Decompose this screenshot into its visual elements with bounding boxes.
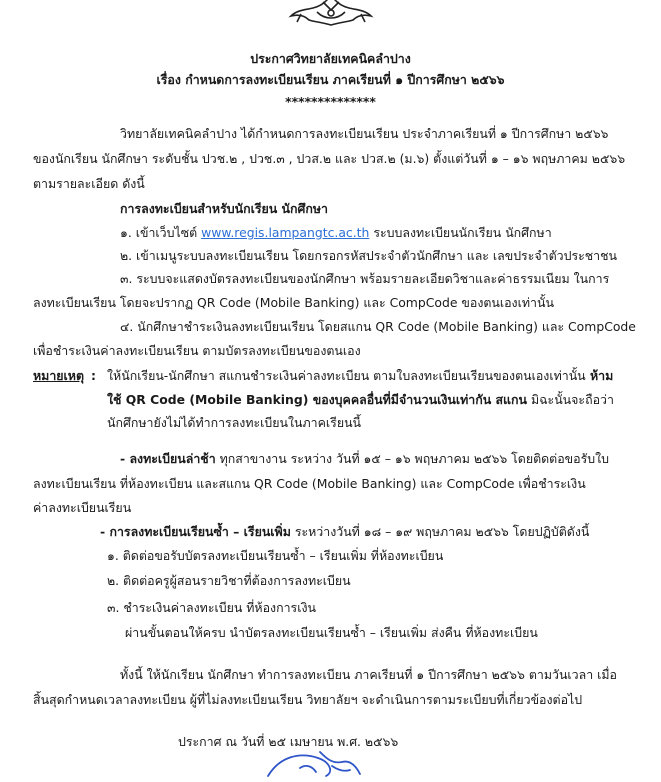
step-1-prefix: ๑. เข้าเว็บไซต์ [120, 225, 202, 240]
remark-line-2-bold: ใช้ QR Code (Mobile Banking) ของบุคคลอื่นที่มีจำนวนเงินเท่ากัน สแกน [107, 392, 528, 407]
closing-line-1: ทั้งนี้ ให้นักเรียน นักศึกษา ทำการลงทะเบียน ภาคเรียนที่ ๑ ปีการศึกษา ๒๕๖๖ ตามวันเวลา เมื่อ [120, 667, 617, 682]
late-line-1 [120, 451, 609, 467]
separator-stars: ************** [285, 94, 376, 109]
step-1-suffix: ระบบลงทะเบียนนักเรียน นักศึกษา [369, 225, 552, 240]
step-3-line-2: ลงทะเบียนเรียน โดยจะปรากฏ QR Code (Mobile Banking) และ CompCode ของตนเองเท่านั้น [33, 295, 554, 310]
page-title: ประกาศวิทยาลัยเทคนิคลำปาง [250, 51, 411, 66]
step-1 [120, 225, 552, 241]
closing-line-2: สิ้นสุดกำหนดเวลาลงทะเบียน ผู้ที่ไม่ลงทะเบียนเรียน วิทยาลัยฯ จะดำเนินการตามระเบียบที่เกี่ยวข้องต่อไป [33, 692, 583, 707]
remark-line-1-bold: ห้าม [585, 368, 614, 383]
step-2: ๒. เข้าเมนูระบบลงทะเบียนเรียน โดยกรอกรหัสประจำตัวนักศึกษา และ เลขประจำตัวประชาชน [120, 248, 618, 263]
step-3-line-1: ๓. ระบบจะแสดงบัตรลงทะเบียนของนักศึกษา พร้อมรายละเอียดวิชาและค่าธรรมเนียม ในการ [120, 271, 610, 286]
remark-line-3: นักศึกษายังไม่ได้ทำการลงทะเบียนในภาคเรียนนี้ [107, 415, 362, 430]
repeat-item-2: ๒. ติดต่อครูผู้สอนรายวิชาที่ต้องการลงทะเบียน [107, 573, 351, 588]
remark-line-2-text: มิฉะนั้นจะถือว่า [527, 392, 614, 407]
remark-colon: : [91, 368, 96, 383]
remark-label: หมายเหตุ [33, 368, 85, 383]
repeat-registration-title: - การลงทะเบียนเรียนซ้ำ – เรียนเพิ่ม [100, 524, 291, 539]
repeat-line-1-text: ระหว่างวันที่ ๑๘ – ๑๙ พฤษภาคม ๒๕๖๖ โดยปฏิบัติดังนี้ [290, 524, 590, 539]
registration-website-link[interactable]: www.regis.lampangtc.ac.th [201, 225, 370, 240]
repeat-item-1: ๑. ติดต่อขอรับบัตรลงทะเบียนเรียนซ้ำ – เรียนเพิ่ม ที่ห้องทะเบียน [107, 548, 444, 563]
signature-mark [260, 746, 380, 782]
step-4-line-2: เพื่อชำระเงินค่าลงทะเบียนเรียน ตามบัตรลงทะเบียนของตนเอง [33, 343, 361, 358]
repeat-line-1 [100, 524, 589, 540]
announcement-date: ประกาศ ณ วันที่ ๒๕ เมษายน พ.ศ. ๒๕๖๖ [178, 734, 399, 749]
remark-line-1-text: ให้นักเรียน-นักศึกษา สแกนชำระเงินค่าลงทะเบียน ตามใบลงทะเบียนเรียนของตนเองเท่านั้น [107, 368, 586, 383]
late-line-3: ค่าลงทะเบียนเรียน [33, 500, 132, 515]
late-line-2: ลงทะเบียนเรียน ที่ห้องทะเบียน และสแกน QR Code (Mobile Banking) และ CompCode เพื่อชำระเงิน [33, 476, 586, 491]
late-line-1-text: ทุกสาขางาน ระหว่าง วันที่ ๑๕ – ๑๖ พฤษภาคม ๒๕๖๖ โดยติดต่อขอรับใบ [215, 451, 610, 466]
intro-line-1: วิทยาลัยเทคนิคลำปาง ได้กำหนดการลงทะเบียนเรียน ประจำภาคเรียนที่ ๑ ปีการศึกษา ๒๕๖๖ [120, 126, 609, 141]
late-registration-title: - ลงทะเบียนล่าช้า [120, 451, 216, 466]
repeat-item-3: ๓. ชำระเงินค่าลงทะเบียน ที่ห้องการเงิน [107, 600, 316, 615]
document-subject: เรื่อง กำหนดการลงทะเบียนเรียน ภาคเรียนที่ ๑ ปีการศึกษา ๒๕๖๖ [156, 72, 505, 87]
repeat-item-4: ผ่านขั้นตอนให้ครบ นำบัตรลงทะเบียนเรียนซ้ำ – เรียนเพิ่ม ส่งคืน ที่ห้องทะเบียน [125, 625, 538, 640]
registration-heading: การลงทะเบียนสำหรับนักเรียน นักศึกษา [120, 201, 328, 216]
remark-line-1 [107, 368, 613, 384]
garuda-emblem-icon [287, 0, 375, 26]
remark-line-2 [107, 392, 614, 408]
intro-line-3: ตามรายละเอียด ดังนี้ [33, 176, 145, 191]
step-4-line-1: ๔. นักศึกษาชำระเงินลงทะเบียนเรียน โดยสแกน QR Code (Mobile Banking) และ CompCode [120, 319, 636, 334]
intro-line-2: ของนักเรียน นักศึกษา ระดับชั้น ปวช.๒ , ปวช.๓ , ปวส.๒ และ ปวส.๒ (ม.๖) ตั้งแต่วันที่ ๑ – ๑๖ พฤษภาคม ๒๕๖๖ [33, 151, 626, 166]
